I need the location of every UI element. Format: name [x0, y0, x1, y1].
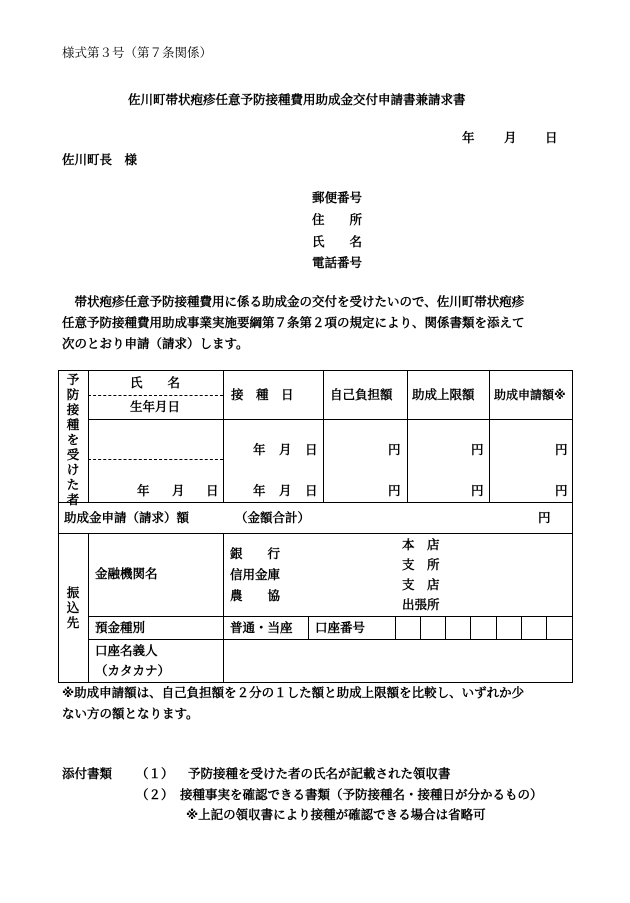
bank-type-bank: 銀 行	[230, 546, 281, 561]
birth-year: 年	[137, 483, 150, 498]
row1-date-year: 年	[253, 442, 266, 457]
col-name-header: 氏 名	[130, 375, 181, 390]
row1-self-yen: 円	[388, 442, 401, 457]
row2-limit-yen: 円	[471, 483, 484, 498]
deposit-type-label: 預金種別	[95, 620, 146, 635]
request-total-label: 助成金申請（請求）額	[64, 510, 190, 525]
intro-line-2: 任意予防接種費用助成事業実施要綱第７条第２項の規定により、関係書類を添えて	[62, 315, 525, 330]
branch-type-head: 本 店	[402, 537, 440, 552]
branch-type-branch: 支 店	[402, 577, 440, 592]
addressee: 佐川町長 様	[62, 152, 138, 167]
form-label: 様式第３号（第７条関係）	[62, 45, 213, 60]
row1-limit-yen: 円	[471, 442, 484, 457]
row2-request-yen: 円	[555, 483, 568, 498]
attachment-1-text: 予防接種を受けた者の氏名が記載された領収書	[188, 766, 451, 781]
note-line-2: ない方の額となります。	[62, 706, 199, 721]
row2-date-year: 年	[253, 483, 266, 498]
row2-self-yen: 円	[388, 483, 401, 498]
intro-line-3: 次のとおり申請（請求）します。	[62, 336, 249, 351]
attachments-sub-note: ※上記の領収書により接種が確認できる場合は省略可	[186, 807, 486, 822]
bank-name-label: 金融機関名	[95, 566, 158, 581]
bank-type-agri-coop: 農 協	[230, 588, 281, 603]
date-year: 年	[462, 130, 475, 145]
row2-date-day: 日	[305, 483, 318, 498]
row1-request-yen: 円	[555, 442, 568, 457]
total-label: （金額合計）	[235, 510, 311, 525]
label-address: 住 所	[312, 212, 363, 227]
col-vaccination-date-header: 接 種 日	[231, 387, 294, 402]
intro-line-1: 帯状疱疹任意予防接種費用に係る助成金の交付を受けたいので、佐川町帯状疱疹	[62, 294, 525, 309]
col-self-pay-header: 自己負担額	[330, 387, 393, 402]
transfer-vertical-label: 振 込 先	[66, 585, 80, 630]
recipient-vertical-label: 予 防 接 種 を 受 け た 者	[66, 372, 80, 507]
note-line-1: ※助成申請額は、自己負担額を２分の１した額と助成上限額を比較し、いずれか少	[62, 685, 525, 700]
account-holder-label: 口座名義人	[95, 643, 158, 658]
date-month: 月	[504, 130, 517, 145]
row2-date-month: 月	[279, 483, 292, 498]
deposit-type-value: 普通・当座	[230, 620, 293, 635]
attachment-2-num: （２）	[136, 787, 174, 802]
col-birthdate-header: 生年月日	[130, 399, 181, 414]
birth-month: 月	[172, 483, 185, 498]
label-postal-code: 郵便番号	[312, 190, 363, 205]
bank-type-credit-union: 信用金庫	[230, 567, 281, 582]
date-day: 日	[545, 130, 558, 145]
total-yen: 円	[538, 510, 551, 525]
label-name: 氏 名	[312, 234, 363, 249]
attachment-2-text: 接種事実を確認できる書類（予防接種名・接種日が分かるもの）	[180, 787, 543, 802]
branch-type-agency: 出張所	[402, 597, 440, 612]
birth-day: 日	[206, 483, 219, 498]
account-number-label: 口座番号	[315, 620, 366, 635]
account-holder-kana-label: （カタカナ）	[95, 663, 171, 678]
label-phone: 電話番号	[312, 255, 363, 270]
document-title: 佐川町帯状疱疹任意予防接種費用助成金交付申請書兼請求書	[128, 92, 466, 107]
attachments-label: 添付書類	[62, 766, 113, 781]
branch-type-office: 支 所	[402, 557, 440, 572]
col-limit-header: 助成上限額	[412, 387, 475, 402]
col-request-header: 助成申請額※	[494, 388, 566, 402]
row1-date-day: 日	[305, 442, 318, 457]
attachment-1-num: （１）	[136, 766, 174, 781]
row1-date-month: 月	[279, 442, 292, 457]
